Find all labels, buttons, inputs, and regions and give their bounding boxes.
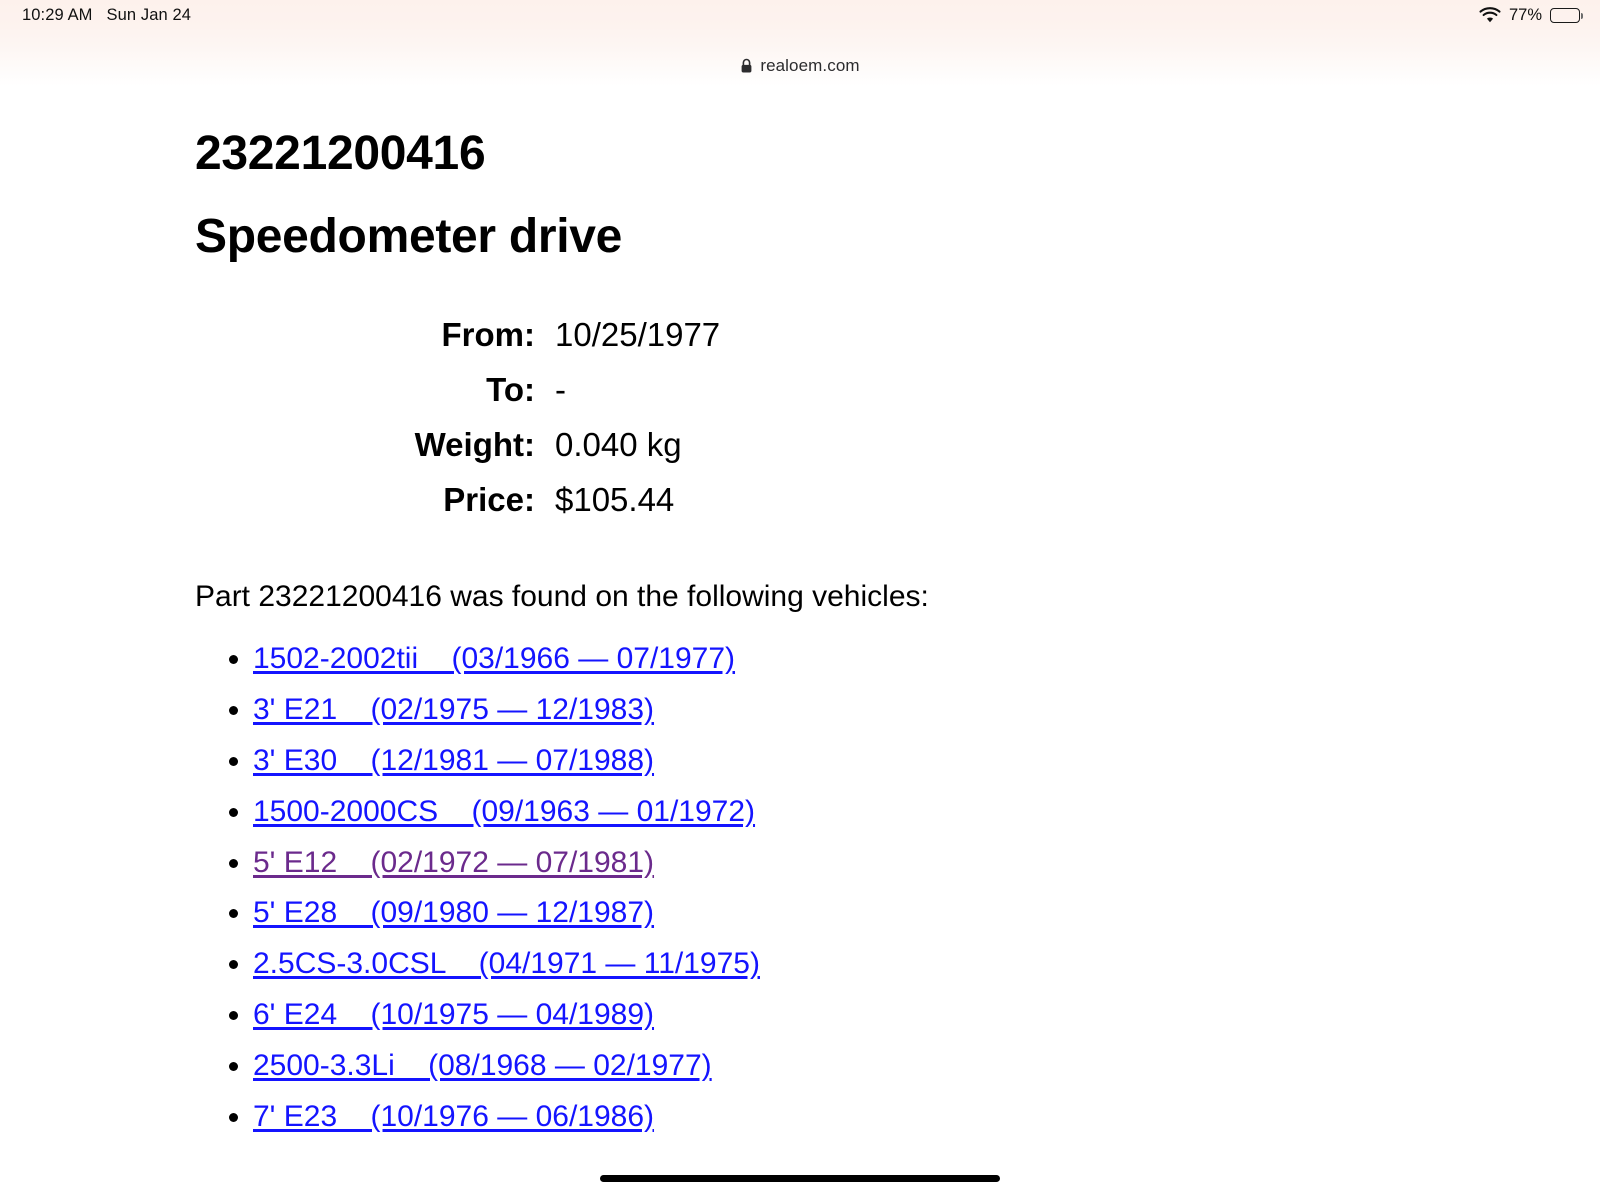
status-bar-left [22, 6, 191, 25]
vehicle-list [195, 642, 1540, 1134]
table-row [195, 473, 720, 528]
list-item [253, 896, 1540, 931]
list-item [253, 998, 1540, 1033]
vehicle-link[interactable]: 6' E24 (10/1975 — 04/1989) [253, 998, 655, 1032]
found-on-text: Part 23221200416 was found on the following vehicles: [195, 580, 929, 614]
spec-label-weight: Weight: [414, 425, 535, 463]
spec-value-weight: 0.040 kg [555, 425, 682, 463]
browser-url-bar[interactable] [0, 46, 1600, 86]
list-item [253, 947, 1540, 982]
table-row [195, 418, 720, 473]
page-title-part-number: 23221200416 [195, 127, 486, 180]
list-item [253, 846, 1540, 881]
list-item [253, 1100, 1540, 1135]
vehicle-link[interactable]: 2.5CS-3.0CSL (04/1971 — 11/1975) [253, 947, 760, 981]
status-bar [0, 0, 1600, 46]
list-item [253, 1049, 1540, 1084]
vehicle-link[interactable]: 3' E21 (02/1975 — 12/1983) [253, 693, 655, 727]
battery-percent-label: 77% [1508, 6, 1542, 24]
spec-value-to: - [555, 370, 566, 408]
status-date: Sun Jan 24 [106, 6, 191, 24]
vehicle-link[interactable]: 1502-2002tii (03/1966 — 07/1977) [253, 642, 736, 676]
spec-value-from: 10/25/1977 [555, 316, 721, 353]
spec-value-price: $105.44 [555, 480, 675, 518]
list-item [253, 744, 1540, 779]
table-row [195, 308, 720, 363]
status-time: 10:29 AM [22, 6, 93, 24]
spec-table [195, 308, 720, 527]
wifi-icon [1479, 7, 1501, 24]
lock-icon [740, 58, 753, 74]
vehicle-link[interactable]: 2500-3.3Li (08/1968 — 02/1977) [253, 1048, 712, 1082]
vehicle-link[interactable]: 7' E23 (10/1976 — 06/1986) [253, 1099, 655, 1133]
battery-icon [1550, 8, 1580, 23]
list-item [253, 642, 1540, 677]
list-item [253, 693, 1540, 728]
content-column [0, 126, 1600, 1134]
spec-label-to: To: [486, 370, 535, 408]
url-text: realoem.com [760, 56, 860, 75]
spec-label-from: From: [441, 316, 535, 353]
vehicle-link[interactable]: 1500-2000CS (09/1963 — 01/1972) [253, 794, 756, 828]
table-row [195, 363, 720, 418]
vehicle-link[interactable]: 5' E12 (02/1972 — 07/1981) [253, 845, 655, 879]
vehicle-link[interactable]: 5' E28 (09/1980 — 12/1987) [253, 896, 655, 930]
status-bar-right [1479, 6, 1580, 25]
web-page-content [0, 86, 1600, 1200]
home-indicator[interactable] [600, 1175, 1000, 1182]
vehicle-link[interactable]: 3' E30 (12/1981 — 07/1988) [253, 744, 655, 778]
list-item [253, 795, 1540, 830]
spec-label-price: Price: [443, 480, 535, 518]
page-title-part-name: Speedometer drive [195, 210, 623, 263]
